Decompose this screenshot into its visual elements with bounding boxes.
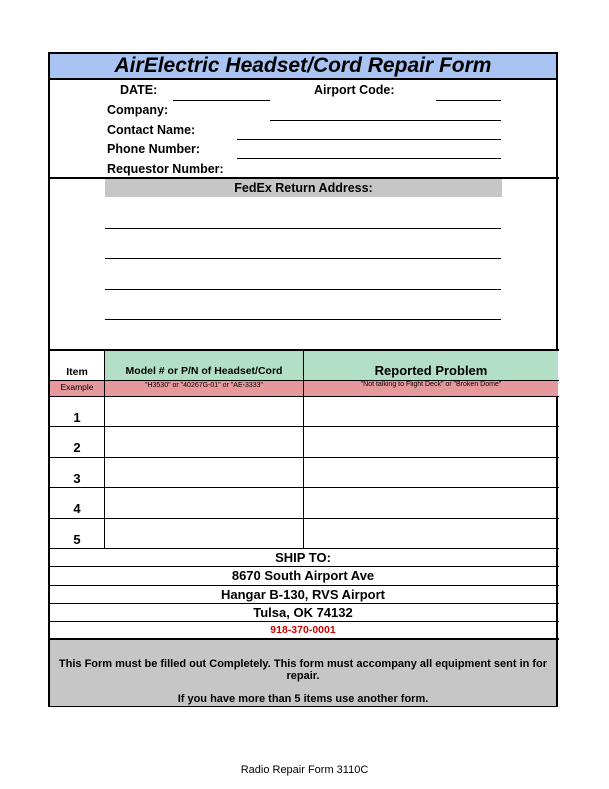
company-label: Company: xyxy=(107,103,169,117)
model-input-2[interactable] xyxy=(105,427,303,457)
company-field[interactable] xyxy=(270,120,501,121)
phone-number-field[interactable] xyxy=(237,158,501,159)
ship-to-label: SHIP TO: xyxy=(275,550,331,565)
table-row-number: 3 xyxy=(73,471,81,486)
requestor-number-label: Requestor Number: xyxy=(107,162,224,176)
ship-hangar: Hangar B-130, RVS Airport xyxy=(221,587,385,602)
notice-line-2: If you have more than 5 items use another form. xyxy=(177,693,429,705)
table-rule xyxy=(48,585,559,586)
item-column-header: Item xyxy=(66,366,88,378)
example-label: Example xyxy=(60,382,94,392)
date-label: DATE: xyxy=(120,83,158,97)
fedex-address-line[interactable] xyxy=(105,228,501,229)
problem-input-4[interactable] xyxy=(304,488,558,518)
model-input-3[interactable] xyxy=(105,458,303,487)
example-problem: "Not talking to Flight Deck" or "Broken Dome" xyxy=(360,381,502,388)
problem-input-1[interactable] xyxy=(304,397,558,426)
form-title: AirElectric Headset/Cord Repair Form xyxy=(50,54,556,80)
model-input-1[interactable] xyxy=(105,397,303,426)
table-row-number: 4 xyxy=(73,501,81,516)
model-input-4[interactable] xyxy=(105,488,303,518)
ship-phone: 918-370-0001 xyxy=(270,624,336,636)
table-rule xyxy=(48,603,559,604)
model-column-header: Model # or P/N of Headset/Cord xyxy=(125,365,283,377)
problem-input-5[interactable] xyxy=(304,519,558,548)
airport-code-label: Airport Code: xyxy=(314,83,395,97)
table-row-number: 2 xyxy=(73,440,81,455)
fedex-address-line[interactable] xyxy=(105,319,501,320)
ship-street: 8670 South Airport Ave xyxy=(231,568,375,583)
fedex-return-label: FedEx Return Address: xyxy=(105,179,502,197)
problem-input-3[interactable] xyxy=(304,458,558,487)
table-rule xyxy=(48,548,559,549)
table-rule xyxy=(48,621,559,622)
problem-input-2[interactable] xyxy=(304,427,558,457)
fedex-address-line[interactable] xyxy=(105,258,501,259)
table-row-number: 1 xyxy=(73,410,81,425)
contact-name-field[interactable] xyxy=(237,139,501,140)
date-field[interactable] xyxy=(173,100,270,101)
notice-line-1: This Form must be filled out Completely. This form must accompany all equipment sent in for repair. xyxy=(58,658,548,682)
example-model: "H3530" or "40267G-01" or "AE-3333" xyxy=(144,382,264,389)
model-input-5[interactable] xyxy=(105,519,303,548)
ship-city: Tulsa, OK 74132 xyxy=(253,605,353,620)
contact-name-label: Contact Name: xyxy=(107,123,196,137)
airport-code-field[interactable] xyxy=(436,100,501,101)
fedex-address-line[interactable] xyxy=(105,289,501,290)
table-row-number: 5 xyxy=(73,532,81,547)
table-rule xyxy=(48,566,559,567)
problem-column-header: Reported Problem xyxy=(374,363,488,378)
phone-number-label: Phone Number: xyxy=(107,142,201,156)
form-footer: Radio Repair Form 3110C xyxy=(240,764,369,776)
